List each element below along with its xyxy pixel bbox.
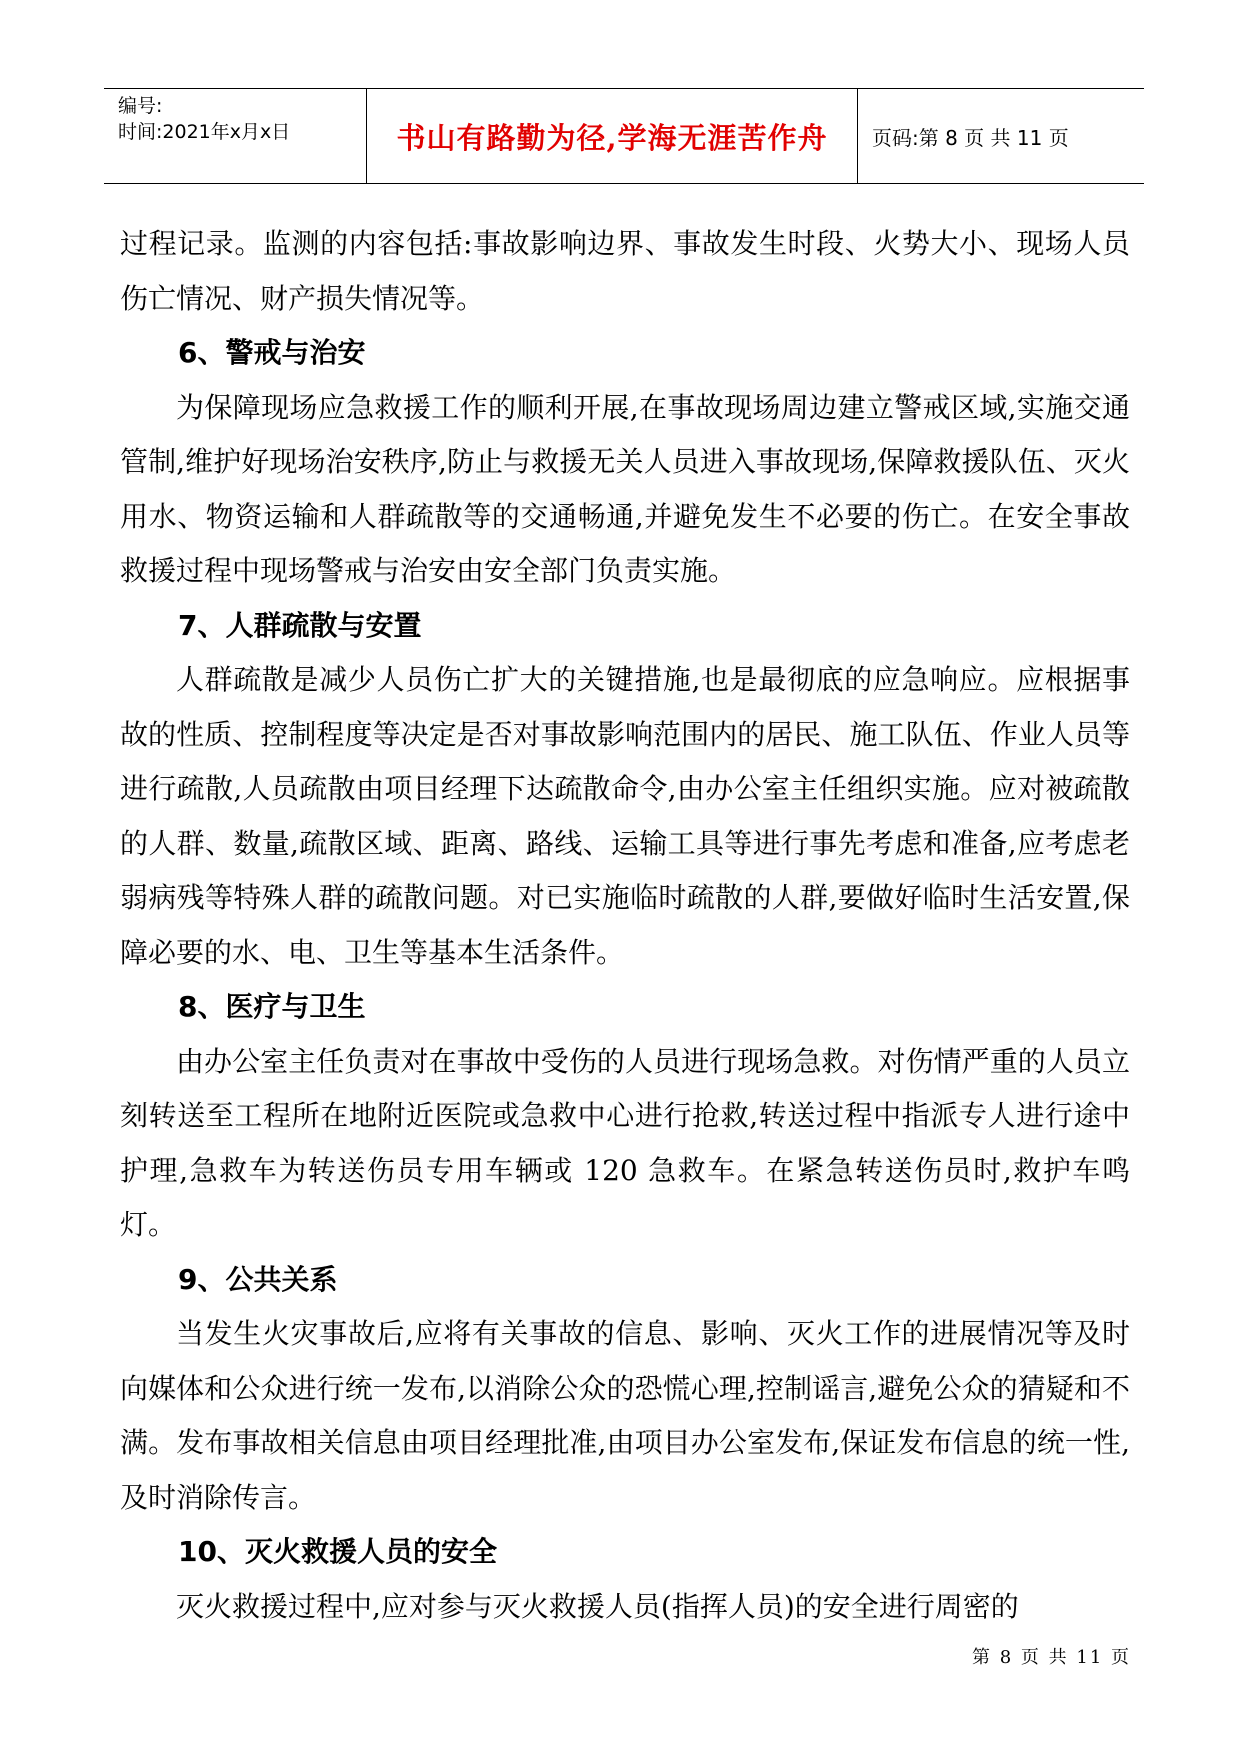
- header-motto: 书山有路勤为径,学海无涯苦作舟: [367, 89, 858, 183]
- time-label: 时间:2021年x月x日: [118, 121, 291, 143]
- paragraph: 灭火救援过程中,应对参与灭火救援人员(指挥人员)的安全进行周密的: [176, 1589, 1019, 1623]
- paragraph: 当发生火灾事故后,应将有关事故的信息、影响、灭火工作的进展情况等及时向媒体和公众进行统一发布,以消除公众的恐慌心理,控制谣言,避免公众的猜疑和不满。发布事故相关信息由项目经理批准,由项目办公室发布,保证发布信息的统一性,及时消除传言。: [120, 1317, 1130, 1514]
- page-header: [104, 88, 1144, 184]
- paragraph: 人群疏散是减少人员伤亡扩大的关键措施,也是最彻底的应急响应。应根据事故的性质、控制程度等决定是否对事故影响范围内的居民、施工队伍、作业人员等进行疏散,人员疏散由项目经理下达疏散命令,由办公室主任组织实施。应对被疏散的人群、数量,疏散区域、距离、路线、运输工具等进行事先考虑和准备,应考虑老弱病残等特殊人群的疏散问题。对已实施临时疏散的人群,要做好临时生活安置,保障必要的水、电、卫生等基本生活条件。: [120, 663, 1130, 969]
- header-meta: [104, 89, 367, 183]
- section-heading: 9、公共关系: [178, 1262, 338, 1296]
- section-heading: 6、警戒与治安: [178, 336, 366, 369]
- section-heading: 10、灭火救援人员的安全: [178, 1535, 497, 1568]
- paragraph: 由办公室主任负责对在事故中受伤的人员进行现场急救。对伤情严重的人员立刻转送至工程所在地附近医院或急救中心进行抢救,转送过程中指派专人进行途中护理,急救车为转送伤员专用车辆或 120 急救车。在紧急转送伤员时,救护车鸣灯。: [120, 1044, 1130, 1241]
- paragraph: 过程记录。监测的内容包括:事故影响边界、事故发生时段、火势大小、现场人员伤亡情况、财产损失情况等。: [120, 227, 1130, 315]
- section-heading: 8、医疗与卫生: [178, 990, 366, 1023]
- section-heading: 7、人群疏散与安置: [178, 608, 422, 642]
- paragraph: 为保障现场应急救援工作的顺利开展,在事故现场周边建立警戒区域,实施交通管制,维护好现场治安秩序,防止与救援无关人员进入事故现场,保障救援队伍、灭火用水、物资运输和人群疏散等的交通畅通,并避免发生不必要的伤亡。在安全事故救援过程中现场警戒与治安由安全部门负责实施。: [120, 390, 1130, 587]
- page-footer: 第 8 页 共 11 页: [972, 1647, 1131, 1668]
- number-label: 编号:: [118, 95, 163, 117]
- header-page-code: 页码:第 8 页 共 11 页: [872, 125, 1069, 150]
- document-body: [120, 217, 1130, 1634]
